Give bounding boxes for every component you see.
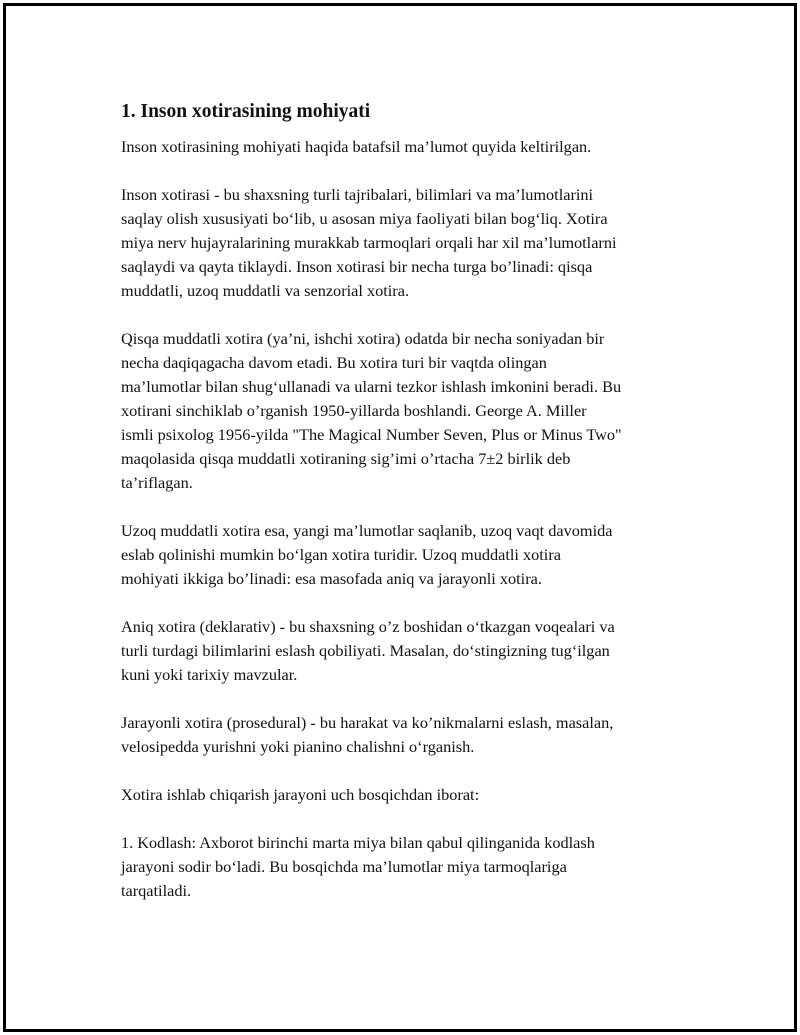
text-line: mohiyati ikkiga bo’linadi: esa masofada aniq va jarayonli xotira. <box>121 569 542 588</box>
section-heading: 1. Inson xotirasining mohiyati <box>121 101 371 122</box>
text-line: saqlaydi va qayta tiklaydi. Inson xotirasi bir necha turga bo’linadi: qisqa <box>121 257 593 276</box>
text-line: miya nerv hujayralarining murakkab tarmoqlari orqali har xil ma’lumotlarni <box>121 233 617 252</box>
paragraph-declarative <box>121 615 696 687</box>
text-line: Inson xotirasi - bu shaxsning turli tajribalari, bilimlari va ma’lumotlarini <box>121 185 594 204</box>
text-line: Jarayonli xotira (prosedural) - bu harakat va ko’nikmalarni eslash, masalan, <box>121 713 614 732</box>
paragraph-stages-intro <box>121 783 696 807</box>
text-line: necha daqiqagacha davom etadi. Bu xotira turi bir vaqtda olingan <box>121 353 547 372</box>
paragraph-procedural <box>121 711 696 759</box>
text-line: 1. Kodlash: Axborot birinchi marta miya bilan qabul qilinganida kodlash <box>121 833 595 852</box>
text-line: Qisqa muddatli xotira (ya’ni, ishchi xotira) odatda bir necha soniyadan bir <box>121 329 605 348</box>
paragraph-encoding <box>121 831 696 903</box>
text-line: velosipedda yurishni yoki pianino chalishni o‘rganish. <box>121 737 475 756</box>
paragraph-intro <box>121 135 696 159</box>
paragraph-short-term <box>121 327 696 495</box>
text-line: ma’lumotlar bilan shug‘ullanadi va ularni tezkor ishlash imkonini beradi. Bu <box>121 377 622 396</box>
page-frame <box>3 3 797 1032</box>
text-line: jarayoni sodir bo‘ladi. Bu bosqichda ma’lumotlar miya tarmoqlariga <box>121 857 567 876</box>
text-line: eslab qolinishi mumkin bo‘lgan xotira turidir. Uzoq muddatli xotira <box>121 545 561 564</box>
text-line: tarqatiladi. <box>121 881 192 900</box>
text-line: Inson xotirasining mohiyati haqida batafsil ma’lumot quyida keltirilgan. <box>121 137 592 156</box>
text-line: xotirani sinchiklab o’rganish 1950-yillarda boshlandi. George A. Miller <box>121 401 587 420</box>
text-line: muddatli, uzoq muddatli va senzorial xotira. <box>121 281 410 300</box>
text-line: maqolasida qisqa muddatli xotiraning sig’imi o’rtacha 7±2 birlik deb <box>121 449 571 468</box>
text-line: ismli psixolog 1956-yilda "The Magical Number Seven, Plus or Minus Two" <box>121 425 622 444</box>
document-body <box>121 98 696 927</box>
text-line: saqlay olish xususiyati bo‘lib, u asosan miya faoliyati bilan bog‘liq. Xotira <box>121 209 608 228</box>
text-line: Uzoq muddatli xotira esa, yangi ma’lumotlar saqlanib, uzoq vaqt davomida <box>121 521 613 540</box>
text-line: kuni yoki tarixiy mavzular. <box>121 665 298 684</box>
paragraph-definition <box>121 183 696 303</box>
text-line: turli turdagi bilimlarini eslash qobiliyati. Masalan, do‘stingizning tug‘ilgan <box>121 641 610 660</box>
text-line: Aniq xotira (deklarativ) - bu shaxsning o’z boshidan o‘tkazgan voqealari va <box>121 617 615 636</box>
paragraph-long-term <box>121 519 696 591</box>
text-line: ta’riflagan. <box>121 473 193 492</box>
text-line: Xotira ishlab chiqarish jarayoni uch bosqichdan iborat: <box>121 785 480 804</box>
